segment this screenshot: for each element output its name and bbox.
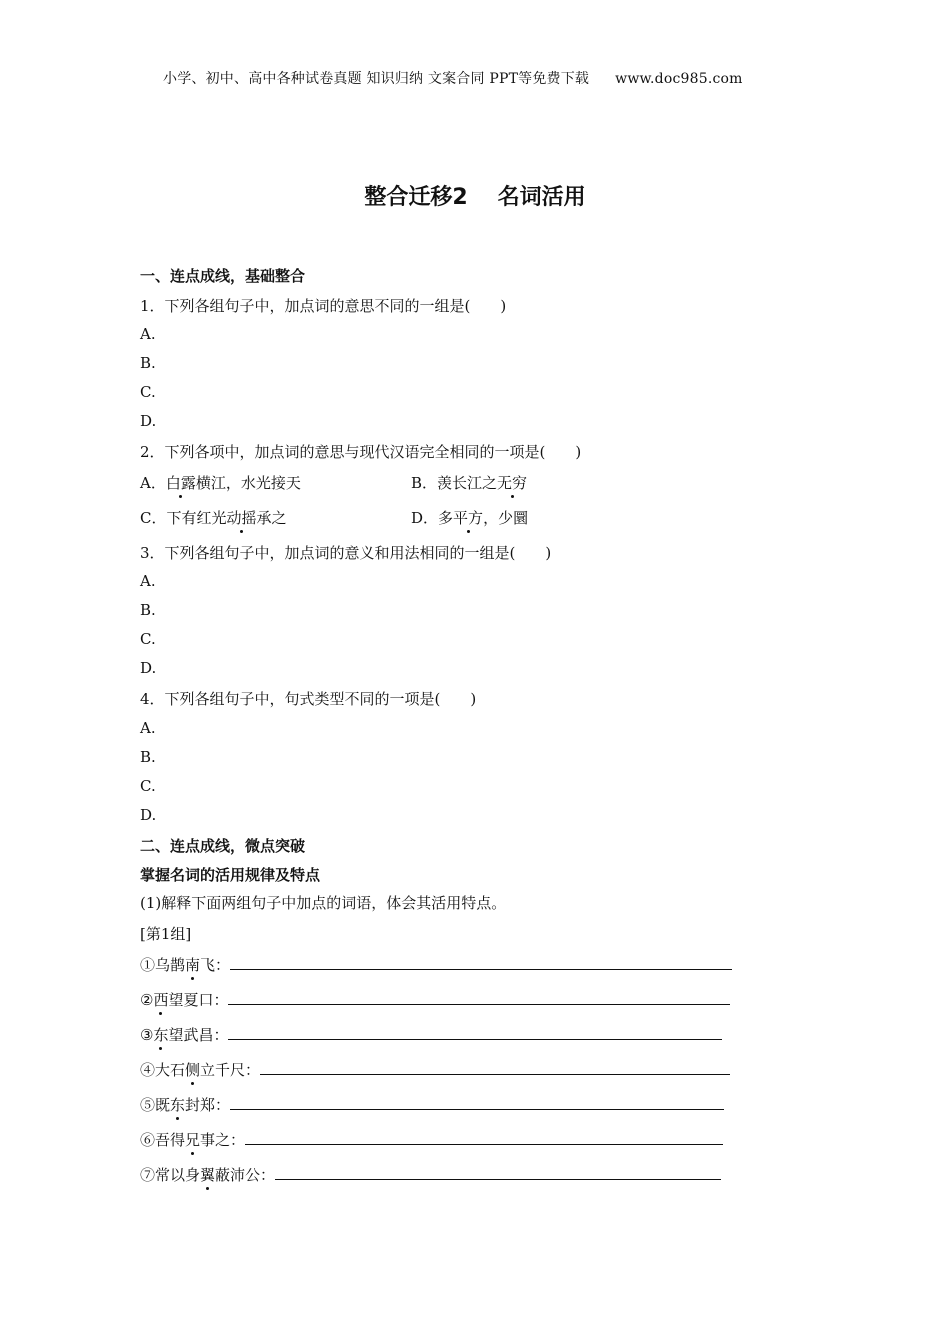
section2-instruction: (1)解释下面两组句子中加点的词语，体会其活用特点。 xyxy=(140,894,507,912)
header-text: 小学、初中、高中各种试卷真题 知识归纳 文案合同 PPT等免费下载 xyxy=(163,71,590,87)
q3-option-b: B. xyxy=(140,601,156,619)
fill-item: ③东望武昌： xyxy=(140,1024,722,1045)
q1-option-b: B. xyxy=(140,354,156,372)
section2-subheading: 掌握名词的活用规律及特点 xyxy=(140,866,321,884)
q3-option-c: C. xyxy=(140,630,156,648)
dotted-word: 平方 xyxy=(453,509,484,527)
dotted-word: 无穷 xyxy=(497,474,528,492)
group-label: [第1组] xyxy=(140,925,192,943)
answer-blank[interactable] xyxy=(230,955,732,970)
q1-option-a: A. xyxy=(140,325,156,343)
q1-stem: 1．下列各组句子中，加点词的意思不同的一组是( ) xyxy=(140,297,507,315)
section2-heading: 二、连点成线，微点突破 xyxy=(140,837,306,855)
q4-option-b: B. xyxy=(140,748,156,766)
fill-item: ⑥吾得兄事之： xyxy=(140,1129,723,1150)
fill-item: ⑦常以身翼蔽沛公： xyxy=(140,1164,721,1185)
answer-blank[interactable] xyxy=(260,1060,730,1075)
fill-item: ⑤既东封郑： xyxy=(140,1094,724,1115)
dotted-word: 翼 xyxy=(200,1166,216,1184)
q1-option-c: C. xyxy=(140,383,156,401)
q1-option-d: D. xyxy=(140,412,157,430)
dotted-word: 南 xyxy=(185,956,201,974)
q3-option-d: D. xyxy=(140,659,157,677)
fill-item: ①乌鹊南飞： xyxy=(140,954,732,975)
title-part1: 整合迁移2 xyxy=(364,185,468,210)
section1-heading: 一、连点成线，基础整合 xyxy=(140,267,306,285)
title-part2: 名词活用 xyxy=(497,185,586,210)
q4-option-c: C. xyxy=(140,777,156,795)
page-header xyxy=(163,68,743,88)
answer-blank[interactable] xyxy=(228,1025,722,1040)
dotted-word: 白露 xyxy=(165,474,196,492)
q4-option-a: A. xyxy=(140,719,156,737)
q3-option-a: A. xyxy=(140,572,156,590)
fill-item: ②西望夏口： xyxy=(140,989,730,1010)
q2-option-b: B．羡长江之无穷 xyxy=(411,474,528,492)
q2-stem: 2．下列各项中，加点词的意思与现代汉语完全相同的一项是( ) xyxy=(140,443,582,461)
answer-blank[interactable] xyxy=(230,1095,724,1110)
page-title xyxy=(0,180,950,211)
dotted-word: 西 xyxy=(153,991,169,1009)
fill-item: ④大石侧立千尺： xyxy=(140,1059,730,1080)
dotted-word: 侧 xyxy=(185,1061,201,1079)
answer-blank[interactable] xyxy=(228,990,730,1005)
dotted-word: 兄 xyxy=(185,1131,201,1149)
q4-option-d: D. xyxy=(140,806,157,824)
q2-option-c: C．下有红光动摇承之 xyxy=(140,509,287,527)
q4-stem: 4．下列各组句子中，句式类型不同的一项是( ) xyxy=(140,690,477,708)
q2-option-a: A．白露横江，水光接天 xyxy=(140,474,301,492)
q2-option-d: D．多平方，少圜 xyxy=(411,509,529,527)
q3-stem: 3．下列各组句子中，加点词的意义和用法相同的一组是( ) xyxy=(140,544,552,562)
answer-blank[interactable] xyxy=(245,1130,723,1145)
dotted-word: 东 xyxy=(170,1096,186,1114)
answer-blank[interactable] xyxy=(275,1165,721,1180)
dotted-word: 东 xyxy=(153,1026,169,1044)
header-site[interactable]: www.doc985.com xyxy=(615,71,743,87)
dotted-word: 动摇 xyxy=(226,509,257,527)
